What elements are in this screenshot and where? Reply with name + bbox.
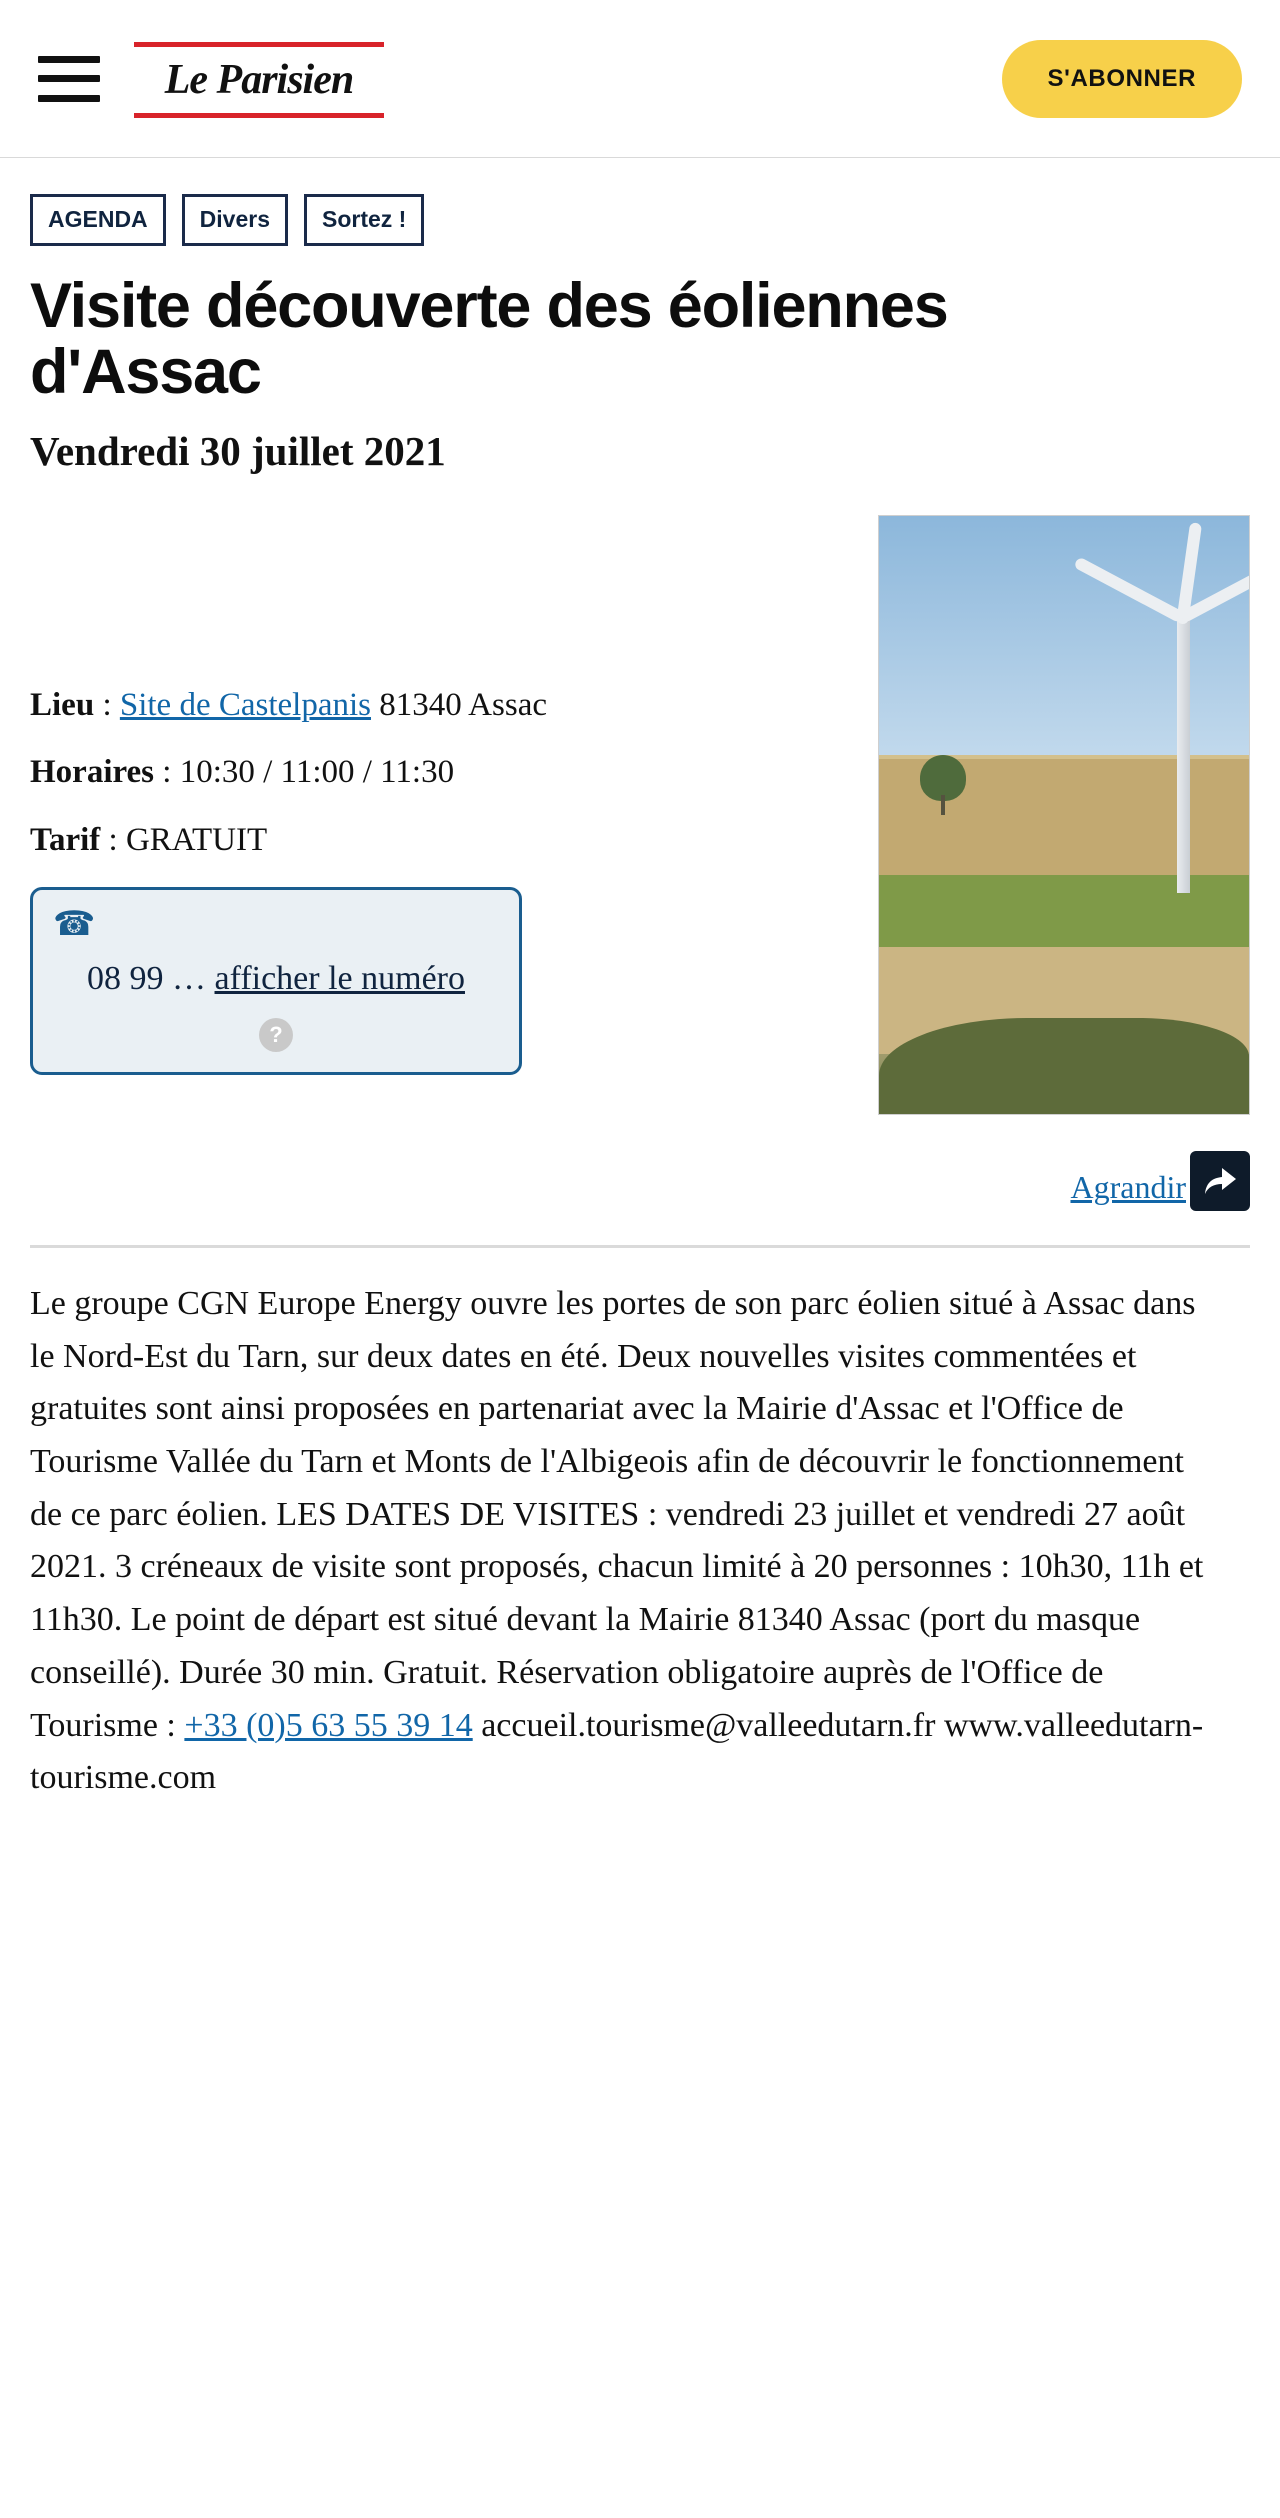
phone-number-prefix: 08 99 … [87,959,207,997]
help-icon[interactable]: ? [259,1018,293,1052]
phone-number-text [53,956,499,1002]
label-separator: : [154,754,180,791]
enlarge-link[interactable]: Agrandir [1070,1169,1186,1206]
event-date: Vendredi 30 juillet 2021 [30,428,446,475]
event-location [30,685,868,726]
site-logo-text: Le Parisien [164,56,354,103]
tag-sortez[interactable]: Sortez ! [304,194,424,246]
article-body-tail: accueil.tourisme@valleedutarn.fr www.valleedutarn-tourisme.com [30,1706,1204,1797]
hamburger-menu-icon[interactable] [38,56,100,102]
site-logo[interactable] [134,42,384,118]
event-price [30,820,868,861]
site-header [0,0,1280,158]
section-divider [30,1245,1250,1248]
tag-divers[interactable]: Divers [182,194,288,246]
location-label: Lieu [30,687,95,724]
event-hours [30,752,868,793]
price-label: Tarif [30,821,101,858]
tag-agenda[interactable]: AGENDA [30,194,166,246]
page-title: Visite découverte des éoliennes d'Assac [30,271,948,407]
hamburger-bar [38,75,100,82]
phone-reveal-box[interactable] [30,887,522,1075]
event-photo[interactable] [878,515,1250,1115]
wind-turbine-icon [1177,618,1190,893]
photo-tree [920,755,966,801]
hours-value: 10:30 / 11:00 / 11:30 [179,754,455,791]
hours-label: Horaires [30,754,155,791]
hamburger-bar [38,56,100,63]
tag-list [30,194,1250,246]
phone-icon: ☎ [53,905,96,943]
subscribe-button[interactable]: S'ABONNER [1002,40,1242,118]
reveal-phone-link[interactable]: afficher le numéro [214,959,465,997]
price-value: GRATUIT [125,821,268,858]
contact-phone-link[interactable]: +33 (0)5 63 55 39 14 [184,1706,473,1744]
article-columns [30,515,1250,1211]
share-icon[interactable] [1190,1151,1250,1211]
photo-actions [878,1115,1250,1211]
article-body [0,1278,1240,1865]
label-separator: : [100,821,126,858]
article-container [0,158,1280,1211]
location-address: 81340 Assac [379,687,547,724]
location-link[interactable]: Site de Castelpanis [119,687,371,724]
media-column [878,515,1250,1211]
article-body-text: Le groupe CGN Europe Energy ouvre les portes de son parc éolien situé à Assac dans le Nord-Est du Tarn, sur deux dates en été. Deux nouvelles visites commentées et gratuites sont ainsi proposées en partenariat avec la Mairie d'Assac et l'Office de Tourisme Vallée du Tarn et Monts de l'Albigeois afin de découvrir le fonctionnement de ce parc éolien. LES DATES DE VISITES : vendredi 23 juillet et vendredi 27 août 2021. 3 créneaux de visite sont proposés, chacun limité à 20 personnes : 10h30, 11h et 11h30. Le point de départ est situé devant la Mairie 81340 Assac (port du masque conseillé). Durée 30 min. Gratuit. Réservation obligatoire auprès de l'Office de Tourisme : [30,1285,1204,1744]
photo-bush [879,1018,1249,1114]
label-separator: : [94,687,120,724]
hamburger-bar [38,95,100,102]
event-details [30,515,868,1075]
